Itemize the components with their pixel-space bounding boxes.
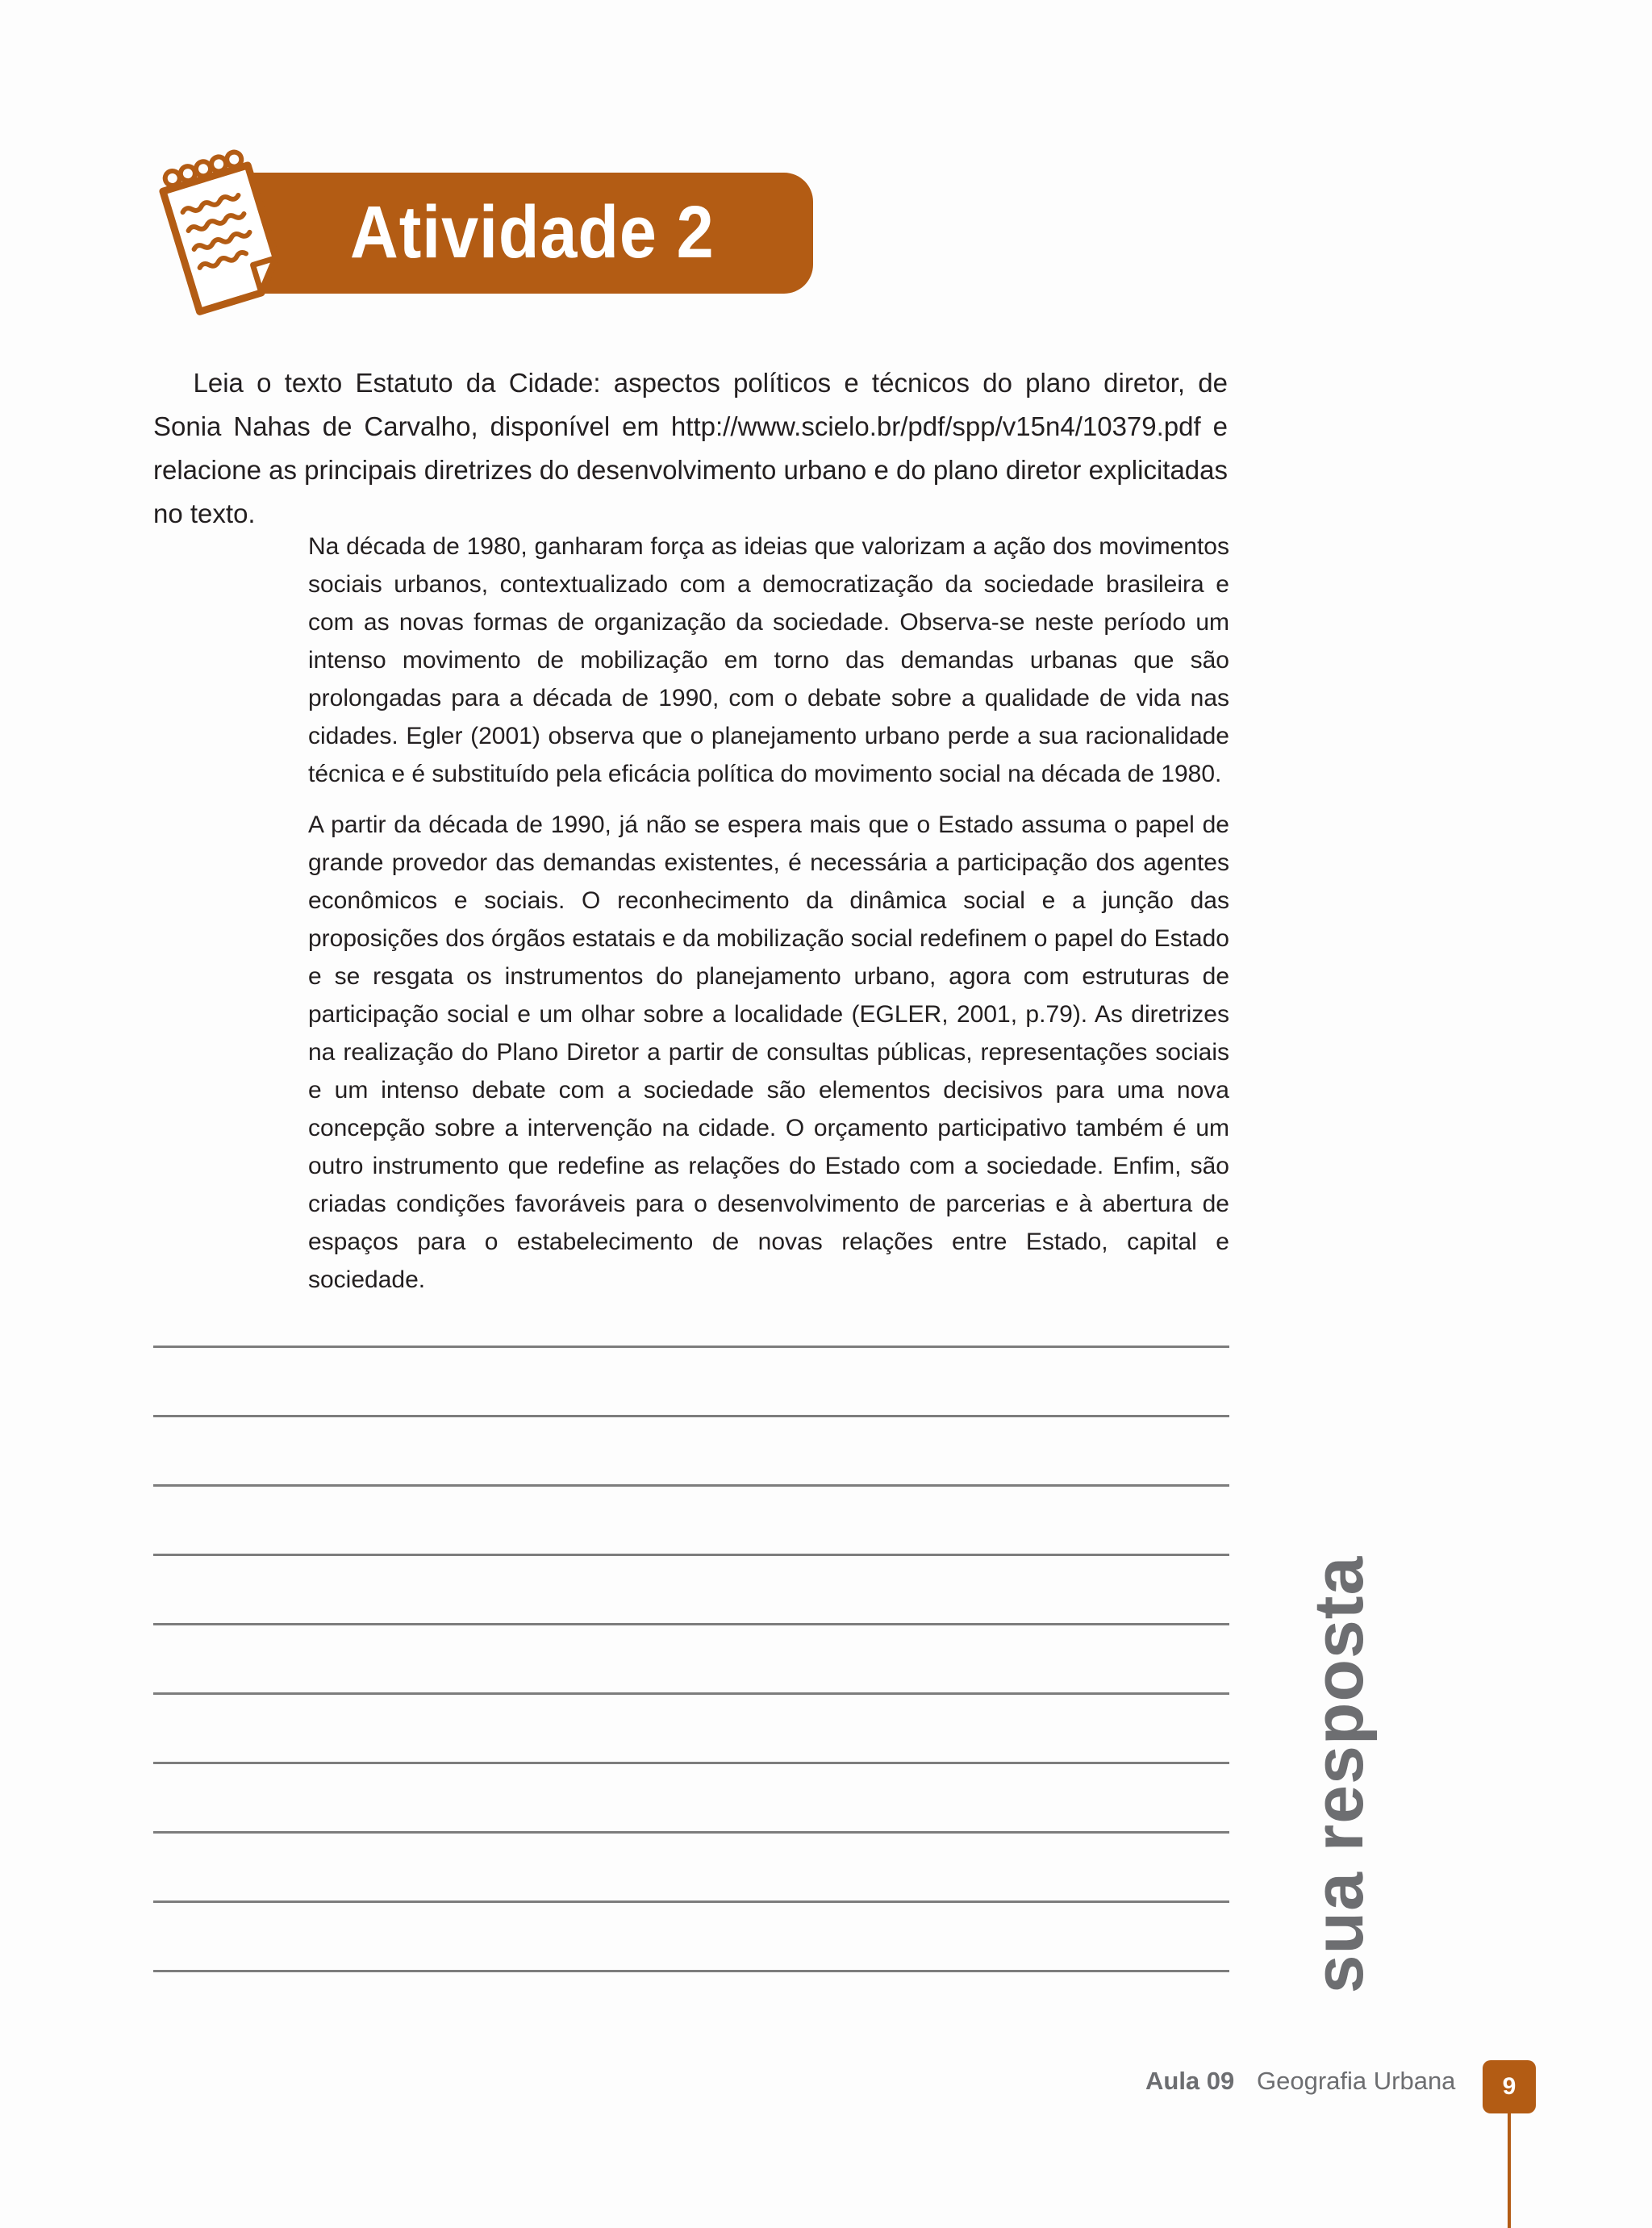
sua-resposta-label: sua resposta [1300, 1555, 1378, 1994]
answer-line[interactable] [153, 1831, 1229, 1834]
answer-line[interactable] [153, 1554, 1229, 1556]
answer-line[interactable] [153, 1484, 1229, 1487]
activity-title: Atividade 2 [350, 191, 715, 273]
answer-line[interactable] [153, 1762, 1229, 1764]
page-number-badge: 9 [1483, 2060, 1536, 2113]
quote-paragraph: A partir da década de 1990, já não se espera mais que o Estado assuma o papel de grande provedor das demandas existentes, é necessária a participação dos agentes econômicos e sociais. O reconhecimento da dinâmica social e a junção das proposições dos órgãos estatais e da mobilização social redefinem o papel do Estado e se resgata os instrumentos do planejamento urbano, agora com estruturas de participação social e um olhar sobre a localidade (EGLER, 2001, p.79). As diretrizes na realização do Plano Diretor a partir de consultas públicas, representações sociais e um intenso debate com a sociedade são elementos decisivos para uma nova concepção sobre a intervenção na cidade. O orçamento participativo também é um outro instrumento que redefine as relações do Estado com a sociedade. Enfim, são criadas condições favoráveis para o desenvolvimento de parcerias e à abertura de espaços para o estabelecimento de novas relações entre Estado, capital e sociedade. [308, 812, 1229, 1293]
quoted-text-block [308, 528, 1229, 1312]
answer-line[interactable] [153, 1900, 1229, 1903]
quote-paragraph: Na década de 1980, ganharam força as ideias que valorizam a ação dos movimentos sociais urbanos, contextualizado com a democratização da sociedade brasileira e com as novas formas de organização da sociedade. Observa-se neste período um intenso movimento de mobilização em torno das demandas urbanas que são prolongadas para a década de 1990, com o debate sobre a qualidade de vida nas cidades. Egler (2001) observa que o planejamento urbano perde a sua racionalidade técnica e é substituído pela eficácia política do movimento social na década de 1980. [308, 533, 1229, 787]
answer-line[interactable] [153, 1692, 1229, 1695]
activity-instruction [153, 361, 1228, 536]
answer-line[interactable] [153, 1623, 1229, 1625]
footer-aula: Aula 09 [1145, 2067, 1235, 2095]
instruction-text: Leia o texto Estatuto da Cidade: aspectos políticos e técnicos do plano diretor, de Sonia Nahas de Carvalho, disponível em http://www.scielo.br/pdf/spp/v15n4/10379.pdf e relacione as principais diretrizes do desenvolvimento urbano e do plano diretor explicitadas no texto. [153, 368, 1228, 528]
answer-line[interactable] [153, 1346, 1229, 1348]
answer-line[interactable] [153, 1415, 1229, 1417]
footer-subject: Geografia Urbana [1257, 2067, 1456, 2095]
answer-line[interactable] [153, 1970, 1229, 1972]
notepad-icon [145, 144, 298, 321]
page-rule [1508, 2113, 1511, 2228]
answer-lines [153, 1346, 1229, 2039]
